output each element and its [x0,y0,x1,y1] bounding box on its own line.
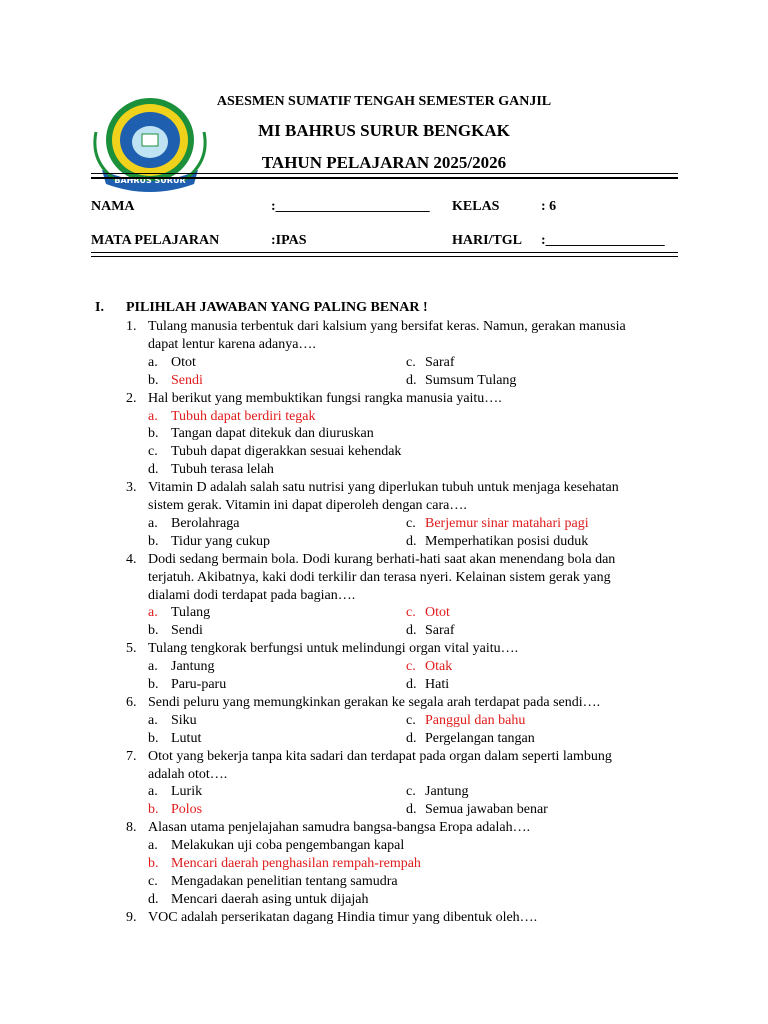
question-text: Dodi sedang bermain bola. Dodi kurang berhati-hati saat akan menendang bola dan [148,551,616,567]
option-letter: c. [406,784,416,800]
option-text: Lutut [171,730,202,746]
question-text: Hal berikut yang membuktikan fungsi rangka manusia yaitu…. [148,390,502,406]
option-text: Berolahraga [171,515,240,531]
option-letter: c. [148,444,158,460]
option-letter: c. [406,354,416,370]
option-text: Jantung [425,784,469,800]
section-title: PILIHLAH JAWABAN YANG PALING BENAR ! [126,300,428,315]
option-letter: b. [148,372,159,388]
option-letter: a. [148,838,158,854]
option-letter: c. [406,515,416,531]
option-text: Otot [425,605,450,621]
option-text: Mencari daerah asing untuk dijajah [171,891,369,907]
option-letter: b. [148,730,159,746]
question-text: adalah otot…. [148,766,228,782]
option-letter: d. [148,891,159,907]
option-letter: a. [148,659,158,675]
option-letter: a. [148,784,158,800]
kelas-value: : 6 [541,199,557,214]
question-text: Otot yang bekerja tanpa kita sadari dan terdapat pada organ dalam seperti lambung [148,748,612,764]
option-text: Mengadakan penelitian tentang samudra [171,873,398,889]
option-text: Panggul dan bahu [425,712,526,728]
option-text: Sumsum Tulang [425,372,517,388]
option-text: Jantung [171,659,215,675]
option-letter: d. [406,677,417,692]
option-text: Tubuh dapat berdiri tegak [171,408,316,424]
question-text: dialami dodi terdapat pada bagian…. [148,587,356,603]
option-text: Tubuh dapat digerakkan sesuai kehendak [171,444,402,460]
question-number: 6. [126,694,137,710]
header-rule-bottom [91,177,678,179]
hari-field[interactable]: :_________________ [541,233,665,248]
option-text: Tubuh terasa lelah [171,462,274,478]
option-text: Paru-paru [171,677,227,692]
school-name: MI BAHRUS SURUR BENGKAK [258,121,510,140]
question-number: 1. [126,319,137,334]
option-text: Saraf [425,623,455,639]
option-text: Sendi [171,372,203,388]
option-text: Berjemur sinar matahari pagi [425,515,589,531]
nama-label: NAMA [91,199,135,214]
option-text: Semua jawaban benar [425,802,548,818]
identity-rule-bottom [91,256,678,257]
question-text: Sendi peluru yang memungkinkan gerakan ke segala arah terdapat pada sendi…. [148,694,601,710]
question-text: terjatuh. Akibatnya, kaki dodi terkilir dan terasa nyeri. Kelainan sistem gerak yang [148,569,611,585]
option-text: Siku [171,712,197,728]
question-number: 3. [126,480,137,496]
option-letter: b. [148,677,159,692]
option-letter: a. [148,712,158,728]
option-text: Sendi [171,623,203,639]
option-text: Polos [171,802,203,818]
option-letter: d. [406,623,417,639]
question-text: Tulang tengkorak berfungsi untuk melindungi organ vital yaitu…. [148,641,519,657]
option-text: Mencari daerah penghasilan rempah-rempah [171,856,421,871]
option-letter: d. [406,533,417,549]
question-number: 9. [126,909,137,925]
question-text: Tulang manusia terbentuk dari kalsium yang bersifat keras. Namun, gerakan manusia [148,319,626,334]
option-text: Tidur yang cukup [171,533,271,549]
option-text: Otak [425,659,453,675]
mapel-label: MATA PELAJARAN [91,233,220,248]
option-letter: b. [148,856,159,871]
mapel-value: :IPAS [271,233,307,248]
option-letter: a. [148,605,158,621]
option-text: Memperhatikan posisi duduk [425,533,589,549]
question-number: 2. [126,390,137,406]
question-text: Vitamin D adalah salah satu nutrisi yang diperlukan tubuh untuk menjaga kesehatan [148,480,619,496]
section-number: I. [95,300,104,315]
academic-year: TAHUN PELAJARAN 2025/2026 [261,153,507,172]
option-letter: b. [148,802,159,818]
question-text: VOC adalah perserikatan dagang Hindia timur yang dibentuk oleh…. [148,909,538,925]
option-letter: c. [406,712,416,728]
svg-text:BAHRUS SURUR: BAHRUS SURUR [114,176,186,185]
option-text: Saraf [425,354,455,370]
option-letter: b. [148,623,159,639]
option-letter: c. [406,605,416,621]
hari-label: HARI/TGL [452,233,523,248]
option-letter: d. [406,372,417,388]
question-text: dapat lentur karena adanya…. [148,336,316,352]
question-text: Alasan utama penjelajahan samudra bangsa-bangsa Eropa adalah…. [148,820,531,836]
option-letter: c. [406,659,416,675]
header-rule-top [91,173,678,174]
question-text: sistem gerak. Vitamin ini dapat diperoleh dengan cara…. [148,498,467,513]
option-text: Tulang [171,605,211,621]
option-letter: a. [148,515,158,531]
option-text: Otot [171,354,196,370]
option-letter: b. [148,533,159,549]
option-text: Pergelangan tangan [425,730,535,746]
option-letter: d. [406,802,417,818]
option-letter: d. [406,730,417,746]
option-letter: a. [148,354,158,370]
header-line-1: ASESMEN SUMATIF TENGAH SEMESTER GANJIL [216,94,552,109]
option-text: Hati [425,677,450,692]
question-number: 7. [126,748,137,764]
option-text: Lurik [171,784,203,800]
question-number: 4. [126,551,137,567]
nama-field[interactable]: :______________________ [271,199,430,214]
option-letter: b. [148,426,159,442]
option-letter: c. [148,873,158,889]
question-number: 8. [126,820,137,836]
option-text: Melakukan uji coba pengembangan kapal [171,838,405,854]
kelas-label: KELAS [452,199,500,214]
identity-rule-top [91,252,678,253]
option-letter: d. [148,462,159,478]
option-letter: a. [148,408,158,424]
question-number: 5. [126,641,137,657]
option-text: Tangan dapat ditekuk dan diuruskan [171,426,374,442]
